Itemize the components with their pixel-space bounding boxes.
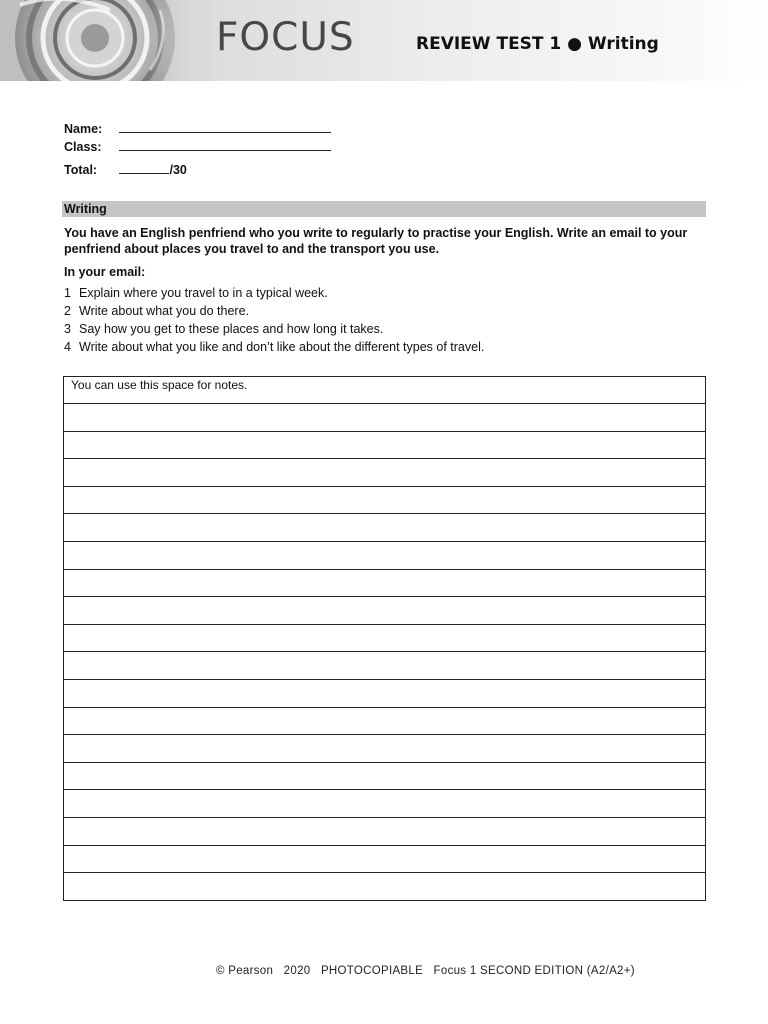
email-heading: In your email: bbox=[64, 265, 146, 279]
note-line bbox=[64, 734, 705, 735]
notes-hint: You can use this space for notes. bbox=[71, 378, 248, 392]
task-text: Explain where you travel to in a typical week. bbox=[79, 286, 328, 300]
section-title: Writing bbox=[64, 202, 107, 216]
task-number: 4 bbox=[64, 340, 71, 354]
note-line bbox=[64, 513, 705, 514]
notes-box[interactable] bbox=[63, 376, 706, 901]
note-line bbox=[64, 431, 705, 432]
total-blank-line bbox=[119, 163, 169, 174]
name-blank-line bbox=[119, 122, 331, 133]
total-label: Total: bbox=[64, 163, 98, 177]
note-line bbox=[64, 486, 705, 487]
note-line bbox=[64, 762, 705, 763]
note-line bbox=[64, 789, 705, 790]
note-line bbox=[64, 707, 705, 708]
note-line bbox=[64, 624, 705, 625]
note-line bbox=[64, 541, 705, 542]
note-line bbox=[64, 403, 705, 404]
name-row bbox=[64, 122, 331, 136]
note-line bbox=[64, 569, 705, 570]
task-text: Write about what you do there. bbox=[79, 304, 250, 318]
list-item bbox=[64, 284, 484, 302]
total-max: /30 bbox=[169, 163, 187, 177]
task-text: Say how you get to these places and how long it takes. bbox=[79, 322, 384, 336]
task-list bbox=[64, 284, 484, 356]
note-line bbox=[64, 458, 705, 459]
list-item bbox=[64, 338, 484, 356]
task-number: 3 bbox=[64, 322, 71, 336]
class-label: Class: bbox=[64, 140, 102, 154]
task-text: Write about what you like and don’t like about the different types of travel. bbox=[79, 340, 485, 354]
note-line bbox=[64, 596, 705, 597]
list-item bbox=[64, 320, 484, 338]
class-row bbox=[64, 140, 331, 154]
copyright-footer: © Pearson 2020 PHOTOCOPIABLE Focus 1 SECOND EDITION (A2/A2+) bbox=[216, 965, 635, 977]
note-line bbox=[64, 651, 705, 652]
section-header-bar bbox=[62, 201, 706, 217]
note-line bbox=[64, 817, 705, 818]
name-label: Name: bbox=[64, 122, 103, 136]
task-number: 2 bbox=[64, 304, 71, 318]
focus-logo: FOCUS bbox=[216, 15, 355, 60]
list-item bbox=[64, 302, 484, 320]
task-instructions: You have an English penfriend who you write to regularly to practise your English. Write an email to your penfriend about places you travel to and the transport you use. bbox=[64, 226, 688, 256]
note-line bbox=[64, 679, 705, 680]
class-blank-line bbox=[119, 140, 331, 151]
note-line bbox=[64, 872, 705, 873]
note-line bbox=[64, 845, 705, 846]
task-number: 1 bbox=[64, 286, 71, 300]
page-title: REVIEW TEST 1 ● Writing bbox=[416, 34, 659, 54]
header-banner bbox=[0, 0, 768, 81]
total-row bbox=[64, 163, 187, 177]
focus-lens-graphic bbox=[0, 0, 210, 81]
